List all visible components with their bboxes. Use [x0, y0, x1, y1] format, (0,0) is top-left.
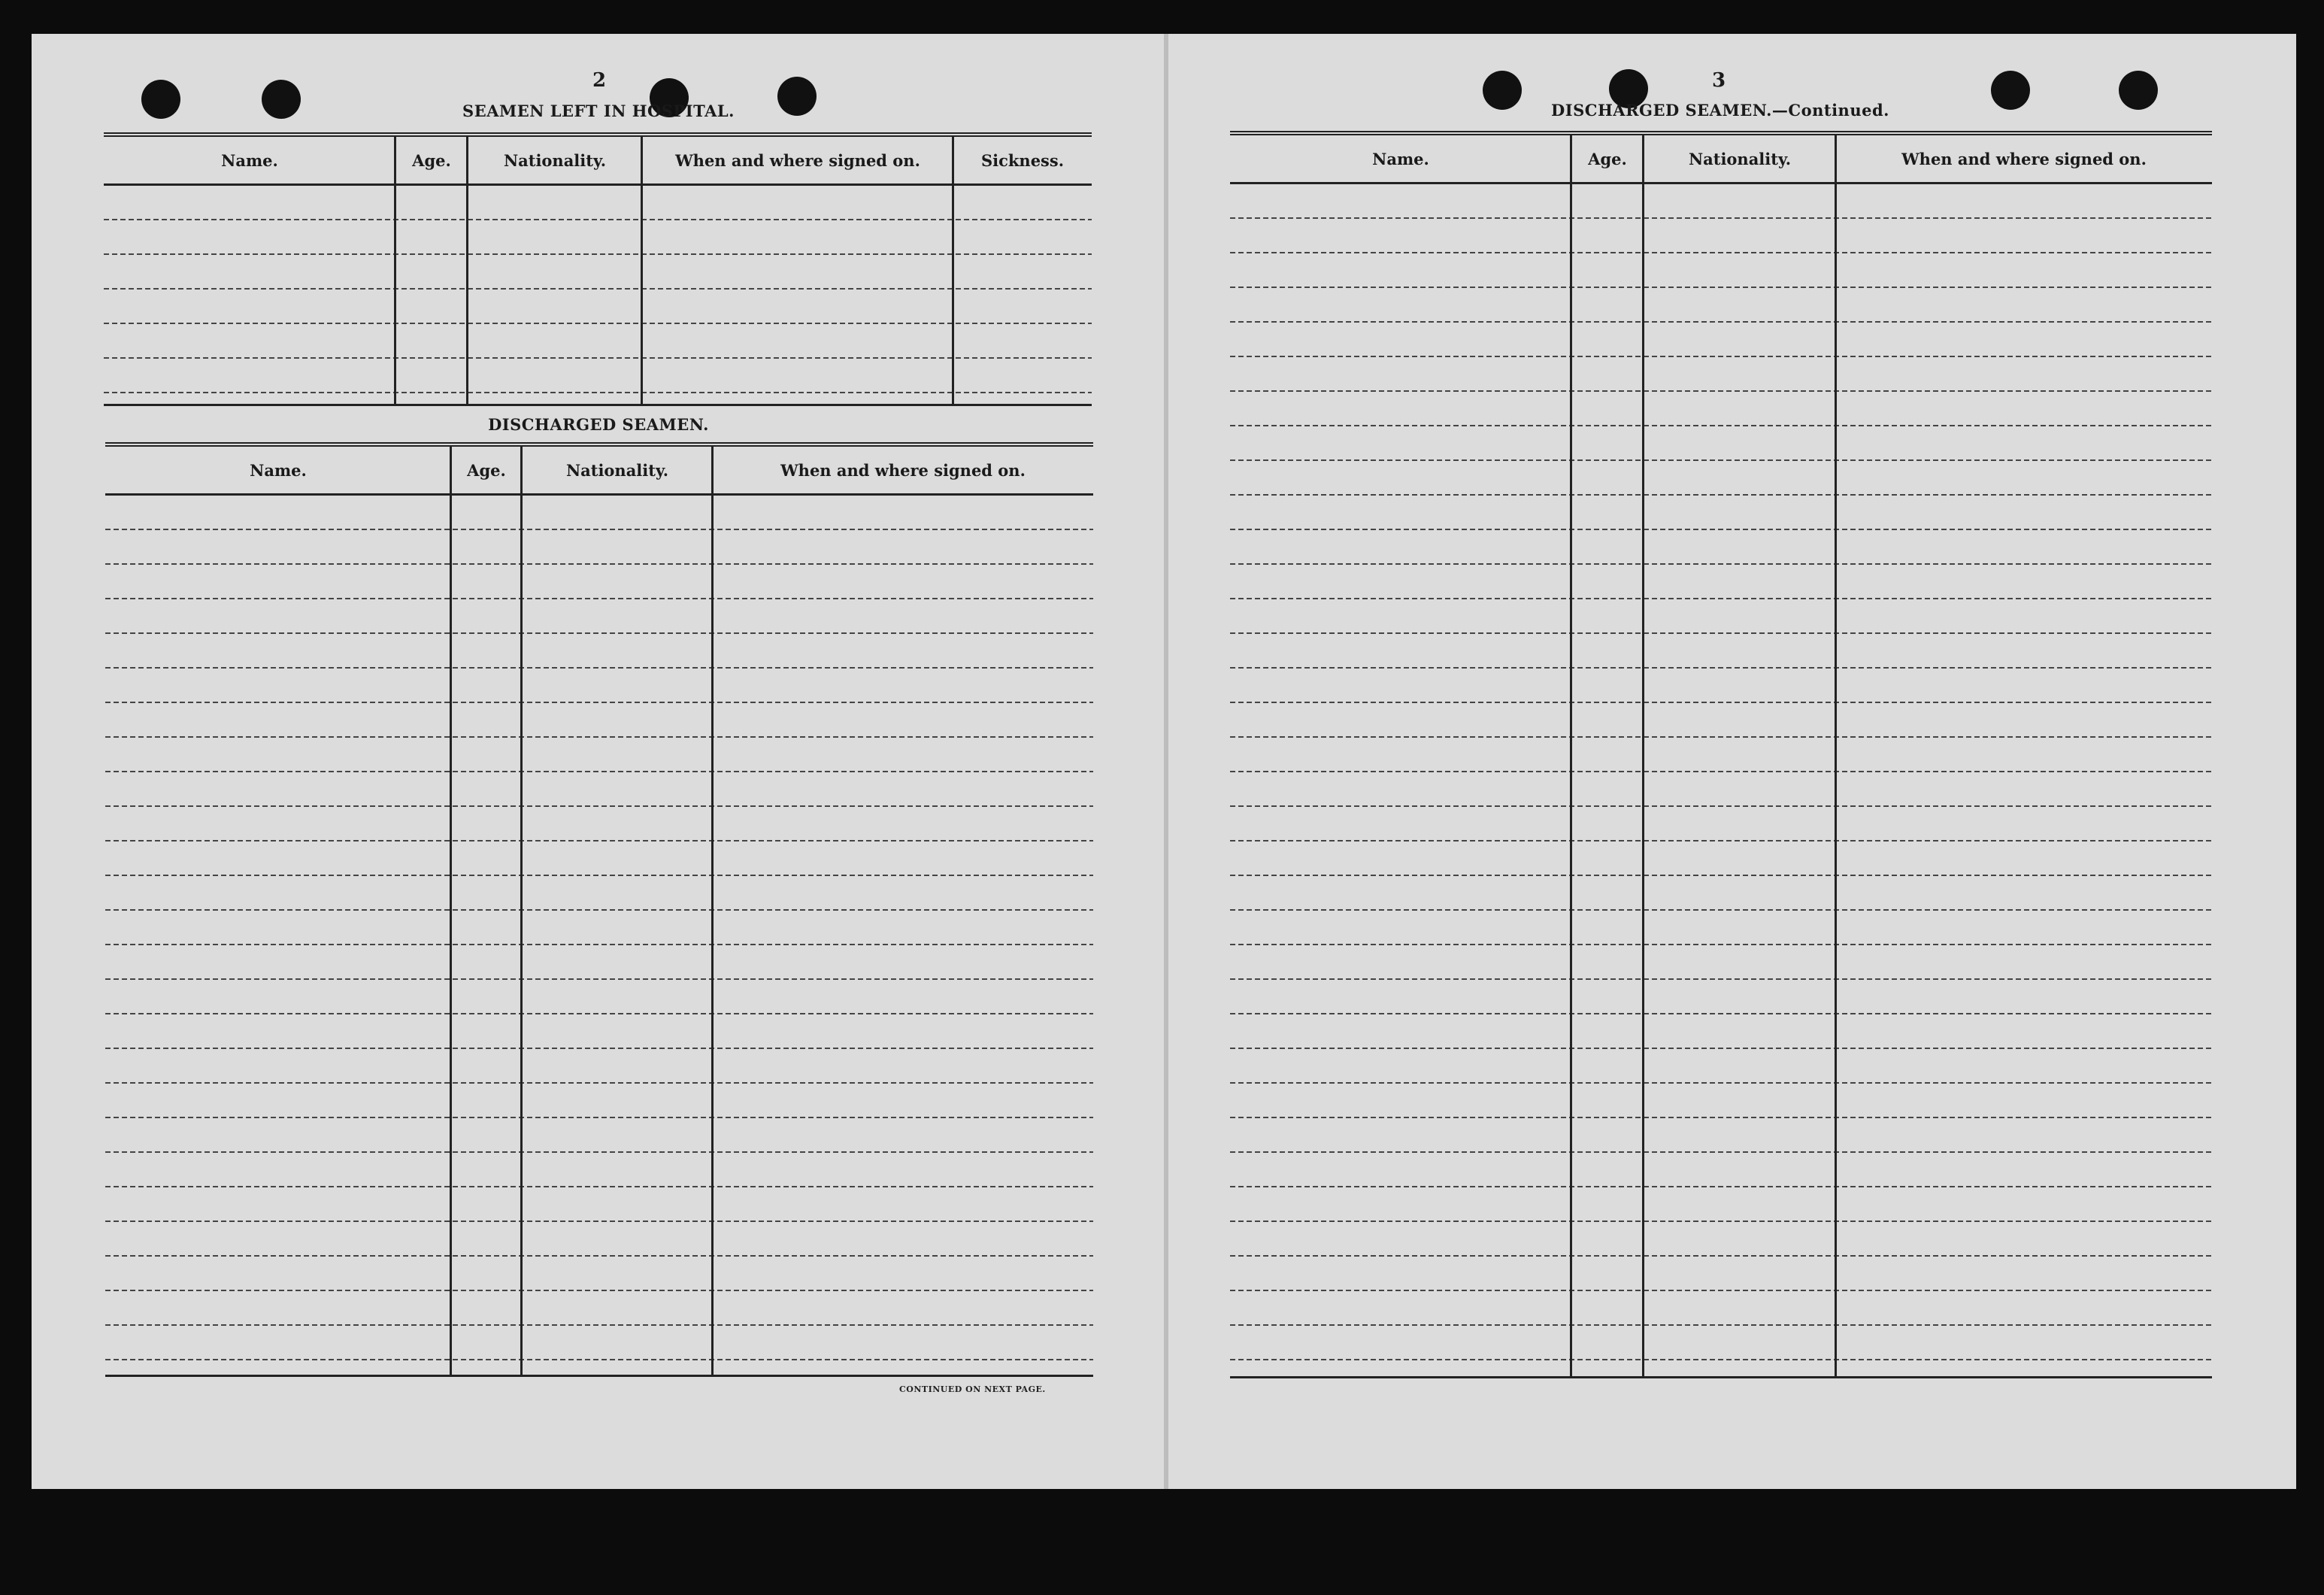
- discharged-table-entry-rows: [105, 496, 1093, 1375]
- right-page-number: 3: [1711, 69, 1726, 92]
- column-header-name: Name.: [250, 460, 307, 480]
- column-header-signed-on: When and where signed on.: [1901, 149, 2147, 168]
- column-header-nationality: Nationality.: [565, 460, 669, 480]
- discharged-continued-table: [1230, 131, 2212, 1378]
- column-rule: [450, 447, 452, 1375]
- column-header-age: Age.: [412, 150, 451, 170]
- column-header-nationality: Nationality.: [1688, 149, 1792, 168]
- discharged-table: [105, 442, 1093, 1377]
- column-header-sickness: Sickness.: [980, 150, 1065, 170]
- binder-hole-icon: [2119, 71, 2158, 110]
- hospital-table: [104, 132, 1092, 406]
- binder-hole-icon: [1483, 71, 1522, 110]
- column-rule: [952, 137, 954, 404]
- column-rule: [1642, 135, 1644, 1376]
- hospital-table-title: SEAMEN LEFT IN HOSPITAL.: [462, 102, 735, 120]
- discharged-continued-table-header: [1230, 135, 2212, 184]
- column-rule: [641, 137, 643, 404]
- continued-footnote: CONTINUED ON NEXT PAGE.: [899, 1384, 1046, 1394]
- binder-hole-icon: [141, 80, 180, 119]
- discharged-continued-table-title: DISCHARGED SEAMEN.—Continued.: [1551, 101, 1889, 120]
- column-header-name: Name.: [1372, 149, 1429, 168]
- column-header-age: Age.: [1588, 149, 1627, 168]
- column-rule: [1835, 135, 1837, 1376]
- column-rule: [394, 137, 396, 404]
- column-rule: [466, 137, 468, 404]
- hospital-table-entry-rows: [104, 186, 1092, 404]
- binder-hole-icon: [262, 80, 301, 119]
- column-header-name: Name.: [221, 150, 278, 170]
- binder-hole-icon: [777, 77, 817, 116]
- binder-hole-icon: [1991, 71, 2030, 110]
- column-rule: [711, 447, 714, 1375]
- column-rule: [520, 447, 523, 1375]
- column-header-signed-on: When and where signed on.: [780, 460, 1026, 480]
- column-header-nationality: Nationality.: [503, 150, 607, 170]
- discharged-continued-table-entry-rows: [1230, 184, 2212, 1376]
- column-rule: [1570, 135, 1572, 1376]
- discharged-table-header: [105, 447, 1093, 496]
- page-gutter: [1164, 34, 1168, 1489]
- column-header-signed-on: When and where signed on.: [675, 150, 920, 170]
- left-page-number: 2: [592, 69, 607, 92]
- discharged-table-title: DISCHARGED SEAMEN.: [488, 415, 709, 434]
- column-header-age: Age.: [467, 460, 506, 480]
- hospital-table-header: [104, 137, 1092, 186]
